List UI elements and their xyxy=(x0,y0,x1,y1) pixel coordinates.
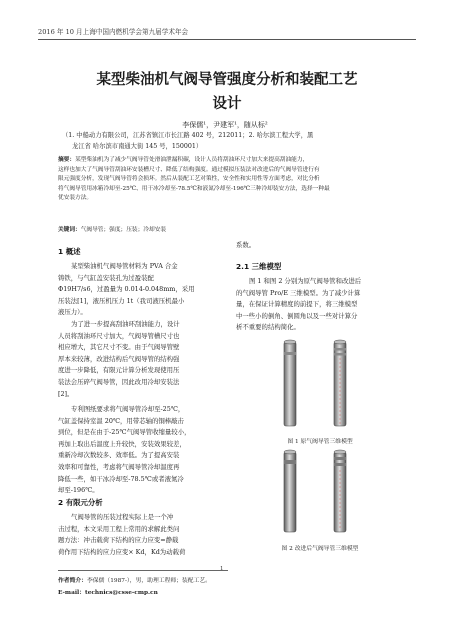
para-line: 却至-196℃。 xyxy=(58,486,99,495)
para-line: 装法会压碎气阀导管，因此改用冷却安装法 xyxy=(58,377,180,386)
figure2-caption: 图 2 改进后气阀导管三维模型 xyxy=(281,546,359,552)
email-address: technics@csse-cmp.cn xyxy=(85,590,158,596)
author-note-label: 作者简介： xyxy=(58,578,87,584)
para-line: 击过程，本文采用工程上常用的求解此类问 xyxy=(58,524,180,533)
col2-continuation: 系数。 xyxy=(236,241,256,249)
para-line: 的气阀导管 Pro/E 三维模型。为了减少计算 xyxy=(236,288,361,297)
keywords xyxy=(58,224,398,233)
section1-para3 xyxy=(58,404,228,497)
author-list: 李保儒¹，尹建军¹，随从标² xyxy=(182,121,268,129)
para-line: 气缸盖保持室温 20℃，用带芯轴的铜棒敲击 xyxy=(58,416,184,425)
para-line: 到位，但是在由于-25℃气阀导管收缩量较小， xyxy=(58,428,191,437)
valve-guide-view-right xyxy=(334,340,346,426)
para-line: 量，在保证计算精度的前提下，将三维模型 xyxy=(236,300,358,309)
author-note xyxy=(58,575,211,584)
keywords-text: 气阀导管；强度；压装；冷却安装 xyxy=(80,227,167,233)
paper-title-line1: 某型柴油机气阀导管强度分析和装配工艺 xyxy=(96,72,358,88)
para-line: 为了进一步提高刮油环刮油能力，设计 xyxy=(71,320,180,328)
para-line: 图 1 和图 2 分别为原气阀导管和改进后 xyxy=(249,277,362,285)
para-line: 液压力）。 xyxy=(58,308,87,317)
para-line: 压装法[1]，液压机压力 1t（我司液压机最小 xyxy=(58,296,185,305)
improved-guide-view-left xyxy=(284,450,296,532)
para-line: 厚本来较薄，改进结构后气阀导管的结构强 xyxy=(58,354,180,363)
para-line: 再加上取出后温度上升较快，安装效果较差， xyxy=(58,439,186,448)
para-line: 题方法：冲击载荷下结构的应力应变=静载 xyxy=(58,536,179,545)
section1-para2 xyxy=(58,319,228,400)
improved-guide-view-right xyxy=(334,450,346,532)
section1-heading: 1 概述 xyxy=(58,247,81,256)
para-line: 度进一步降低，有限元计算分析发现使用压 xyxy=(58,366,180,375)
para-line: 析不重要的结构简化。 xyxy=(236,323,300,332)
valve-guide-view-left xyxy=(284,340,296,426)
running-header: 2016 年 10 月上海中国内燃机学会第九届学术年会 xyxy=(38,28,189,36)
para-line: [2]。 xyxy=(58,389,74,398)
para-line: 某型柴油机气阀导管材料为 PVA 合金 xyxy=(71,262,178,270)
affiliation-line: （1. 中船动力有限公司，江苏省镇江市长江路 402 号，212011；2. 哈尔滨工程大学，黑 xyxy=(62,132,314,139)
para-line: Φ19H7/s6，过盈量为 0.014-0.048mm，采用 xyxy=(58,285,195,294)
abstract-line: 这样也加大了气阀导管刮油环安装槽尺寸、降低了结构强度。通过模拟压装法对改进后的气阀导管进行有 xyxy=(58,166,320,173)
para-line: 中一些小的倒角、倒圆角以及一些对计算分 xyxy=(236,311,358,320)
para-line: 荷作用下结构的应力应变× Kd，Kd为动载荷 xyxy=(58,547,186,556)
keywords-label: 关键词： xyxy=(58,227,81,233)
affiliations xyxy=(62,131,392,152)
section21-para1 xyxy=(236,276,404,334)
section21-heading: 2.1 三维模型 xyxy=(236,262,282,271)
para-line: 重新冷却次数较多、效率低。为了提高安装 xyxy=(58,451,180,460)
section1-para1 xyxy=(58,261,228,319)
para-line: 气阀导管的压装过程实际上是一个冲 xyxy=(71,513,174,521)
email-label: E-mail： xyxy=(58,590,86,596)
abstract-line: 限元强度分析，发现气阀导管将会损坏。然后从装配工艺对策性，安全性和实用性等方面考虑，对比分析 xyxy=(58,176,320,183)
para-line: 相应增大，其它尺寸不变。由于气阀导管壁 xyxy=(58,343,180,352)
footnote-rule xyxy=(58,570,228,571)
para-line: 降低一些，如干冰冷却至-78.5℃或者液氮冷 xyxy=(58,474,184,483)
para-line: 铸铁，与气缸盖安装孔为过盈装配 xyxy=(58,273,154,282)
affiliation-line: 龙江省 哈尔滨市南通大街 145 号，150001） xyxy=(72,142,203,150)
para-line: 专利图纸要求将气阀导管冷却至-25℃， xyxy=(71,405,185,413)
para-line: 人员将刮油环尺寸加大，气阀导管槽尺寸也 xyxy=(58,331,180,340)
figure1-caption: 图 1 原气阀导管三维模型 xyxy=(287,439,353,445)
abstract-line: 将气阀导管用冰箱冷却至-25℃、用干冰冷却至-78.5℃和液氮冷却至-196℃三种冷却装安方法，选择一种最 xyxy=(58,185,330,192)
page-number: 1 xyxy=(220,566,224,572)
email-line xyxy=(58,587,158,596)
section2-heading: 2 有限元分析 xyxy=(58,498,103,507)
figure1-valve-guide-model xyxy=(262,338,378,432)
para-line: 效率和可靠性，考虑将气阀导管冷却温度再 xyxy=(58,462,180,471)
abstract-label: 摘要： xyxy=(58,157,76,163)
paper-title-line2: 设计 xyxy=(212,96,242,112)
author-note-text: 李保儒（1987-），男，助理工程师；装配工艺。 xyxy=(87,578,211,584)
figure2-valve-guide-model xyxy=(262,448,378,538)
abstract-line: 优安装方法。 xyxy=(58,195,93,202)
abstract-text: 某型柴油机为了减少气阀导管处滑油泄漏积碳，设计人员将刮油环尺寸加大来提高刮油能力， xyxy=(75,157,309,163)
section2-para1 xyxy=(58,512,228,558)
abstract-line xyxy=(58,156,398,166)
header-rule xyxy=(38,39,416,40)
abstract xyxy=(58,156,398,204)
